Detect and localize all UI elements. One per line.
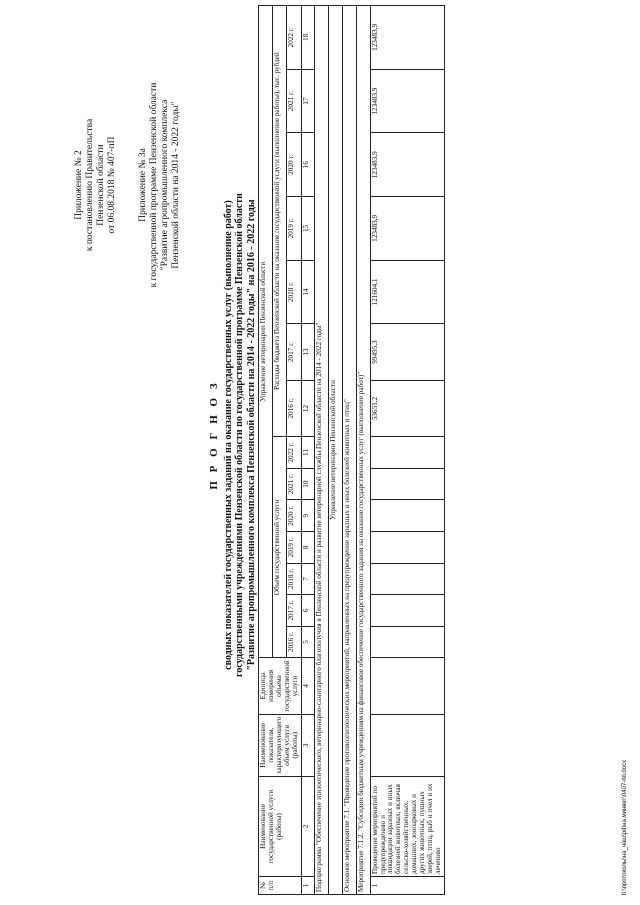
appendix-line: Пензенской области на 2014 - 2022 годы" [170,101,181,269]
expense-cell: 99495,3 [370,324,444,380]
expense-year-header: 2016 г. [287,380,301,436]
expense-cell: 123483,9 [370,133,444,197]
header-unit: Единица измерения объема государственной услуги [259,658,302,714]
header-expenses: Расходы бюджета Пензенской области на оказание государственной услуги (выполнение работы), тыс. рублей [273,6,287,437]
column-number: 18 [301,6,314,70]
header-no: № п/п [259,877,302,895]
title-heading: П Р О Г Н О З [208,380,220,490]
expense-year-header: 2021 г. [287,69,301,133]
column-number: 10 [301,468,314,500]
column-number: 8 [301,532,314,564]
table-row [370,6,444,895]
column-number: 5 [301,626,314,658]
volume-cell [370,563,444,595]
column-number: 11 [301,437,314,469]
appendix-line: Приложение № 3а [138,148,148,222]
volume-cell [370,500,444,532]
expense-year-header: 2017 г. [287,324,301,380]
volume-year-header: 2018 г. [287,563,301,595]
appendix-line: "Развитие агропромышленного комплекса [159,99,170,271]
column-number: 17 [301,69,314,133]
appendix-line: Приложение № 2 [74,150,84,220]
appendix-line: от 06.08.2018 № 407-пП [106,136,117,234]
header-indicator: Наименование показателя, характеризующего объем услуги (работы) [259,714,302,776]
column-number: 12 [301,380,314,436]
column-number: 1 [301,877,314,895]
column-number: 3 [301,714,314,776]
column-number: 6 [301,595,314,627]
event-row: Мероприятие 7.1.2. "Субсидии бюджетным учреждениям на финансовое обеспечение государственного задания на оказание государственных услуг (выполнение работ)" [356,6,370,895]
appendix-note [74,25,118,345]
column-number: 9 [301,500,314,532]
volume-year-header: 2016 г. [287,626,301,658]
header-service-name: Наименование государственной услуги (работы) [259,777,302,877]
volume-cell [370,595,444,627]
appendix-line: к государственной программе Пензенской области [148,82,159,288]
column-number: 15 [301,197,314,261]
appendix-line: к постановлению Правительства [84,118,95,252]
main-event-row: Основное мероприятие 7.1. "Проведение противоэпизоотических мероприятий, направленных на предупреждение заразных и иных болезней животных и птиц" [342,6,356,895]
appendix-note-2 [138,25,182,345]
column-number: 13 [301,324,314,380]
volume-cell [370,626,444,658]
volume-year-header: 2019 г. [287,532,301,564]
expense-cell: 53651,2 [370,380,444,436]
expense-year-header: 2022 г. [287,6,301,70]
expense-cell: 123483,9 [370,6,444,70]
title-line: сводных показателей государственных заданий на оказание государственных услуг (выполнение работ) [222,200,234,670]
title-line: государственными учреждениями Пензенской области по государственной программе Пензенской области [234,193,246,677]
column-number: 4 [301,658,314,714]
title-line: "Развитие агропромышленного комплекса Пензенской области на 2014 - 2022 годы" на 2016 - 2022 годы [245,199,257,671]
forecast-table [258,5,445,895]
expense-cell: 123483,9 [370,197,444,261]
department-row: Управление ветеринарии Пензенской области [328,6,342,895]
appendix-line: Пензенской области [95,144,106,226]
volume-cell [370,532,444,564]
header-volume: Объем государственной услуги [273,437,287,658]
column-number: 16 [301,133,314,197]
column-number: 14 [301,260,314,324]
volume-year-header: 2017 г. [287,595,301,627]
header-department: Управление ветеринарии Пензенской области [259,6,273,658]
document-title [208,115,257,755]
expense-cell: 121604,1 [370,260,444,324]
expense-cell: 123483,9 [370,69,444,133]
file-path-footer: h:\протоколы\на_чаш\pd\на минвет\0407-пп.docx [622,759,628,895]
volume-cell [370,437,444,469]
volume-year-header: 2020 г. [287,500,301,532]
subprogram-row: Подпрограмма "Обеспечение эпизоотического, ветеринарно-санитарного благополучия в Пензенской области и развитие ветеринарной службы Пензенской области на 2014 - 2022 годы" [314,6,328,895]
row-number: 1 [370,877,444,895]
column-number-row [301,6,314,895]
expense-year-header: 2019 г. [287,197,301,261]
service-name-cell: Проведение мероприятий по предупреждению и ликвидации заразных и иных болезней животных, включая сельско-хозяйственных, домашних, зоопарковых и других животных, пушных зверей, птиц, рыб и пчел и их лечению [370,777,444,877]
column-number: 7 [301,563,314,595]
indicator-cell [370,714,444,776]
volume-year-header: 2021 г. [287,468,301,500]
expense-year-header: 2018 г. [287,260,301,324]
unit-cell [370,658,444,714]
column-number: 2 [301,777,314,877]
volume-cell [370,468,444,500]
expense-year-header: 2020 г. [287,133,301,197]
volume-year-header: 2022 г. [287,437,301,469]
